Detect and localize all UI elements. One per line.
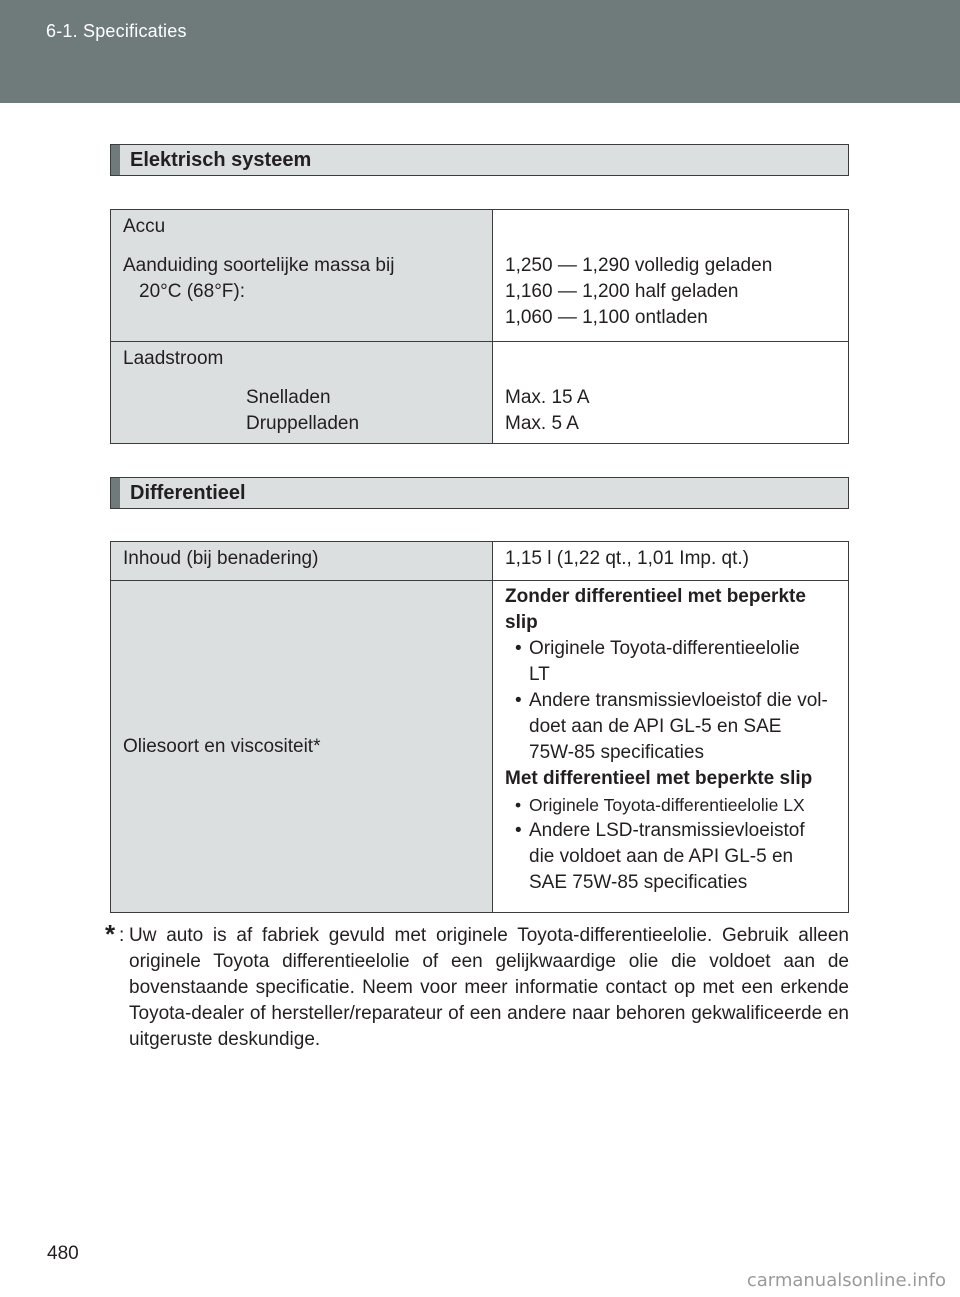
table-row <box>111 342 849 444</box>
row-label: Inhoud (bij benadering) <box>123 548 319 569</box>
oil-heading-without-lsd: slip <box>505 612 538 633</box>
list-item <box>505 792 848 818</box>
section-title-text: Differentieel <box>130 482 246 504</box>
row-value: 1,160 — 1,200 half geladen <box>505 281 739 302</box>
section-title-text: Elektrisch systeem <box>130 149 312 171</box>
row-value: Max. 5 A <box>505 413 579 434</box>
label-cell <box>111 210 493 342</box>
list-item <box>505 636 848 688</box>
section-title-bar <box>111 478 120 508</box>
differential-table <box>110 541 849 913</box>
chapter-title: 6-1. Specificaties <box>46 21 187 41</box>
row-label: Accu <box>123 216 166 237</box>
list-item-text: die voldoet aan de API GL-5 en <box>529 846 794 867</box>
value-cell <box>493 342 849 444</box>
list-item-text: • Andere transmissievloeistof die vol- <box>529 690 828 711</box>
list-item <box>505 688 848 766</box>
row-value: 1,15 l (1,22 qt., 1,01 Imp. qt.) <box>505 548 749 569</box>
row-label: Laadstroom <box>123 348 224 369</box>
value-cell <box>493 210 849 342</box>
value-cell <box>493 581 849 913</box>
list-item-text: doet aan de API GL-5 en SAE <box>529 716 782 737</box>
list-item <box>505 818 848 896</box>
row-label: Aanduiding soortelijke massa bij <box>123 255 395 276</box>
footnote-marker: * <box>105 919 116 949</box>
row-value: Max. 15 A <box>505 387 590 408</box>
list-item-text: SAE 75W-85 specificaties <box>529 872 748 893</box>
value-cell <box>493 542 849 581</box>
row-value: 1,250 — 1,290 volledig geladen <box>505 255 773 276</box>
section-title-electrical <box>110 144 849 176</box>
footnote-text: Uw auto is af fabriek gevuld met originele Toyota-differentieelolie. Gebruik alleen originele Toyota differentieelolie of een gelijkwaardige olie die voldoet aan de bovenstaande specificatie. Neem voor meer informatie contact op met een erkende Toyota-dealer of hersteller/reparateur of een andere naar behoren gekwalificeerde en uitgeruste deskundige. <box>129 925 849 1050</box>
section-title-differential <box>110 477 849 509</box>
footnote-colon: : <box>119 925 125 946</box>
list-item-text: • Originele Toyota-differentieelolie LX <box>529 795 805 815</box>
list-item-text: LT <box>529 664 550 685</box>
oil-heading-without-lsd: Zonder differentieel met beperkte <box>505 586 806 607</box>
footnote <box>105 919 849 1053</box>
row-label: Snelladen <box>246 387 331 408</box>
oil-heading-with-lsd: Met differentieel met beperkte slip <box>505 768 813 789</box>
watermark: carmanualsonline.info <box>746 1270 946 1291</box>
label-cell <box>111 542 493 581</box>
table-row <box>111 542 849 581</box>
electrical-table <box>110 209 849 444</box>
page-header <box>0 0 960 103</box>
label-cell <box>111 581 493 913</box>
table-row <box>111 581 849 913</box>
row-label: Druppelladen <box>246 413 360 434</box>
section-title-bar <box>111 145 120 175</box>
list-item-text: • Andere LSD-transmissievloeistof <box>529 820 805 841</box>
page-number: 480 <box>47 1243 79 1264</box>
label-cell <box>111 342 493 444</box>
row-value: 1,060 — 1,100 ontladen <box>505 307 708 328</box>
list-item-text: 75W-85 specificaties <box>529 742 704 763</box>
list-item-text: • Originele Toyota-differentieelolie <box>529 638 800 659</box>
row-label: 20°C (68°F): <box>139 281 246 302</box>
table-row <box>111 210 849 342</box>
row-label: Oliesoort en viscositeit* <box>123 735 321 757</box>
